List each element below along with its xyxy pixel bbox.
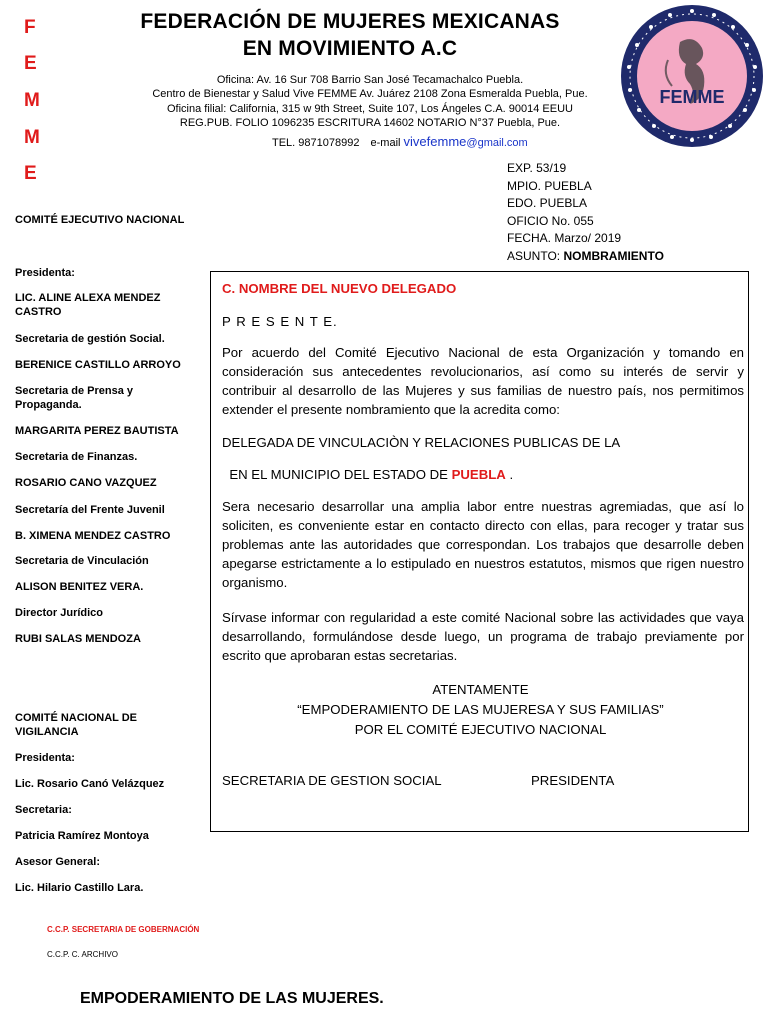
- sv-role: Secretaria de Vinculación: [15, 555, 149, 567]
- femme-seal-logo: [620, 4, 764, 148]
- paragraph-2: Sera necesario desarrollar una amplia labor entre nuestras agremiadas, que así lo soliciten, es conveniente estar en contacto directo con ellas, para recoger y tratar sus problemas ante las autoridades que correspondan. Los trabajos que desarrolle deben apegarse estrictamente a lo estipulado en nuestros estatutos, mismos que rigen nuestro organismo.: [222, 499, 744, 590]
- asesor-name: Lic. Hilario Castillo Lara.: [15, 882, 144, 894]
- ccp-archivo: C.C.P. C. ARCHIVO: [47, 950, 118, 959]
- sgs-role: Secretaria de gestión Social.: [15, 333, 165, 345]
- side-letter-m2: M: [24, 127, 40, 148]
- signature-secretaria: SECRETARIA DE GESTION SOCIAL: [222, 773, 442, 788]
- address-line-4: REG.PUB. FOLIO 1096235 ESCRITURA 14602 NOTARIO N°37 Puebla, Pue.: [179, 117, 561, 129]
- ccp-gobernacion: C.C.P. SECRETARIA DE GOBERNACIÓN: [47, 925, 200, 934]
- sf-role: Secretaria de Finanzas.: [15, 451, 138, 463]
- cnv-pres-role: Presidenta:: [15, 752, 75, 764]
- org-title-line2: EN MOVIMIENTO A.C: [242, 37, 458, 60]
- cnv-pres-name: Lic. Rosario Canó Velázquez: [15, 778, 165, 790]
- cnv-sec-name: Patricia Ramírez Montoya: [15, 830, 149, 842]
- address-line-2: Centro de Bienestar y Salud Vive FEMME Av. Juárez 2108 Zona Esmeralda Puebla, Pue.: [152, 88, 588, 100]
- letter-body-box: [210, 271, 749, 832]
- contact-line: [272, 134, 528, 149]
- meta-asunto-label: ASUNTO:: [507, 248, 564, 263]
- presente-line: P R E S E N T E.: [222, 314, 338, 329]
- org-title-line1: FEDERACIÓN DE MUJERES MEXICANAS: [140, 10, 560, 33]
- spp-name: MARGARITA PEREZ BAUTISTA: [15, 425, 179, 437]
- side-letter-e: E: [24, 53, 37, 74]
- sgs-name: BERENICE CASTILLO ARROYO: [15, 359, 181, 371]
- sfj-name: B. XIMENA MENDEZ CASTRO: [15, 530, 171, 542]
- email-label: e-mail: [370, 137, 401, 149]
- dj-name: RUBI SALAS MENDOZA: [15, 633, 141, 645]
- municipio-pre: EN EL MUNICIPIO DEL ESTADO DE: [222, 467, 452, 482]
- footer-motto: EMPODERAMIENTO DE LAS MUJERES.: [80, 990, 384, 1007]
- atentamente: ATENTAMENTE: [432, 682, 529, 697]
- paragraph-3: Sírvase informar con regularidad a este comité Nacional sobre las actividades que vaya desarrollando, formulándose desde luego, un programa de trabajo previamente por escrito que aprobaran estas secretarias.: [222, 610, 744, 663]
- side-letter-m: M: [24, 90, 40, 111]
- seal-text: FEMME: [659, 87, 725, 107]
- sf-name: ROSARIO CANO VAZQUEZ: [15, 477, 157, 489]
- cnv-sec-role: Secretaria:: [15, 804, 72, 816]
- email-domain[interactable]: @gmail.com: [466, 137, 528, 149]
- motto: “EMPODERAMIENTO DE LAS MUJERESA Y SUS FAMILIAS”: [297, 702, 664, 717]
- document-meta: [507, 160, 664, 265]
- recipient-line: C. NOMBRE DEL NUEVO DELEGADO: [222, 281, 457, 296]
- meta-fecha: FECHA. Marzo/ 2019: [507, 231, 622, 245]
- presidenta-name: LIC. ALINE ALEXA MENDEZ CASTRO: [15, 292, 161, 318]
- address-line-3: Oficina filial: California, 315 w 9th Street, Suite 107, Los Ángeles C.A. 90014 EEUU: [167, 103, 573, 115]
- municipio-state: PUEBLA: [451, 467, 506, 482]
- presidenta-role: Presidenta:: [15, 267, 75, 279]
- meta-asunto: [507, 248, 664, 266]
- cen-title: COMITÉ EJECUTIVO NACIONAL: [15, 214, 185, 226]
- meta-asunto-value: NOMBRAMIENTO: [563, 248, 664, 263]
- signature-presidenta: PRESIDENTA: [531, 773, 615, 788]
- municipio-post: .: [505, 467, 514, 482]
- por-comite: POR EL COMITÉ EJECUTIVO NACIONAL: [354, 722, 607, 737]
- meta-exp: EXP. 53/19: [507, 161, 567, 175]
- address-line-1: Oficina: Av. 16 Sur 708 Barrio San José Tecamachalco Puebla.: [216, 74, 524, 86]
- meta-edo: EDO. PUEBLA: [507, 196, 588, 210]
- telephone: TEL. 9871078992: [272, 137, 360, 149]
- meta-oficio: OFICIO No. 055: [507, 213, 594, 228]
- cnv-title: COMITÉ NACIONAL DE VIGILANCIA: [15, 712, 138, 738]
- side-letter-f: F: [24, 17, 36, 38]
- sv-name: ALISON BENITEZ VERA.: [15, 581, 144, 593]
- paragraph-1: Por acuerdo del Comité Ejecutivo Nacional de esta Organización y tomando en consideración sus antecedentes revolucionarios, así como su interés de servir y contribuir al desarrollo de las Mujeres y sus familias de nuestro país, nos permitimos extender el presente nombramiento que la acredita como:: [222, 345, 744, 417]
- meta-mpio: MPIO. PUEBLA: [507, 178, 592, 193]
- dj-role: Director Jurídico: [15, 607, 104, 619]
- email-user[interactable]: vivefemme: [403, 134, 467, 149]
- asesor-role: Asesor General:: [15, 856, 100, 868]
- side-letter-e2: E: [24, 163, 37, 184]
- spp-role: Secretaria de Prensa y Propaganda.: [15, 385, 134, 411]
- delegada-line: DELEGADA DE VINCULACIÒN Y RELACIONES PUBLICAS DE LA: [222, 435, 621, 450]
- sfj-role: Secretaría del Frente Juvenil: [15, 504, 165, 516]
- municipio-line: [222, 465, 744, 484]
